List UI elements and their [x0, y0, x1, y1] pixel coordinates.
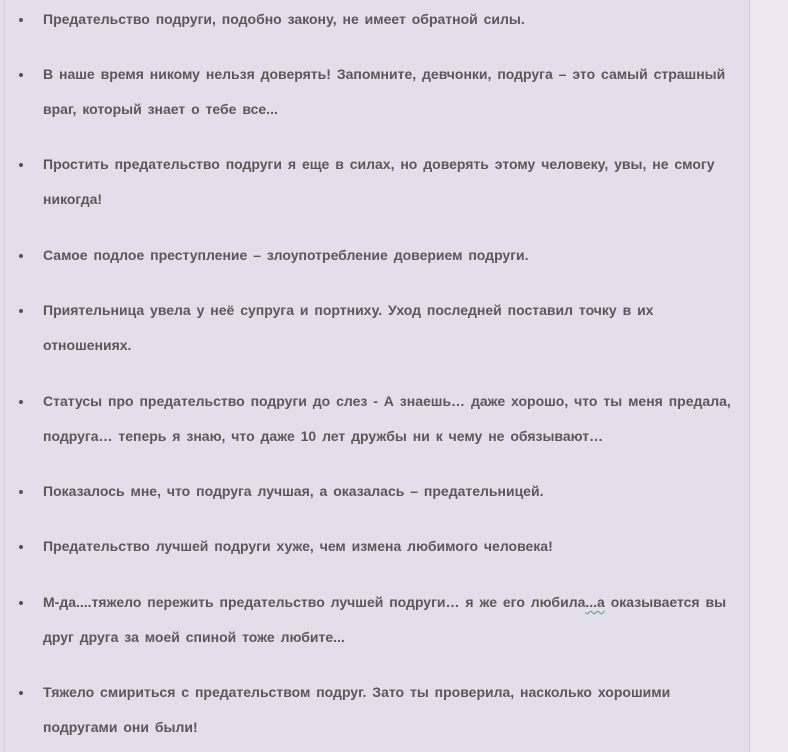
bullet-icon: [19, 490, 23, 494]
quote-text: Предательство лучшей подруги хуже, чем измена любимого человека!: [43, 538, 553, 554]
quote-text: Предательство подруги, подобно закону, не имеет обратной силы.: [43, 11, 525, 27]
quote-text: Самое подлое преступление – злоупотребление доверием подруги.: [43, 247, 529, 263]
quote-text-part: оказывается вы друг друга за моей спиной тоже любите...: [43, 594, 727, 645]
bullet-icon: [19, 73, 23, 77]
quote-text: В наше время никому нельзя доверять! Запомните, девчонки, подруга – это самый страшный враг, который знает о тебе все...: [43, 66, 726, 117]
quote-text: Простить предательство подруги я еще в силах, но доверять этому человеку, увы, не смогу никогда!: [43, 156, 715, 207]
quote-text-part: М-да....тяжело пережить предательство лучшей подруги… я же его любила: [43, 594, 586, 610]
right-side-panel: [749, 0, 788, 752]
quote-text: Показалось мне, что подруга лучшая, а оказалась – предательницей.: [43, 483, 544, 499]
spellcheck-marked-text: ...а: [585, 594, 605, 610]
bullet-icon: [19, 18, 23, 22]
bullet-icon: [19, 309, 23, 313]
bullet-icon: [19, 163, 23, 167]
quote-text: Статусы про предательство подруги до слез - А знаешь… даже хорошо, что ты меня предала, подруга… теперь я знаю, что даже 10 лет дружбы ни к чему не обязывают…: [43, 393, 731, 444]
bullet-icon: [19, 601, 23, 605]
quote-text: [43, 585, 738, 655]
quote-text: Приятельница увела у неё супруга и портниху. Уход последней поставил точку в их отношениях.: [43, 302, 654, 353]
bullet-icon: [19, 545, 23, 549]
quote-text: Тяжело смириться с предательством подруг. Зато ты проверила, насколько хорошими подругами они были!: [43, 684, 671, 735]
bullet-icon: [19, 691, 23, 695]
bullet-icon: [19, 400, 23, 404]
bullet-icon: [19, 254, 23, 258]
